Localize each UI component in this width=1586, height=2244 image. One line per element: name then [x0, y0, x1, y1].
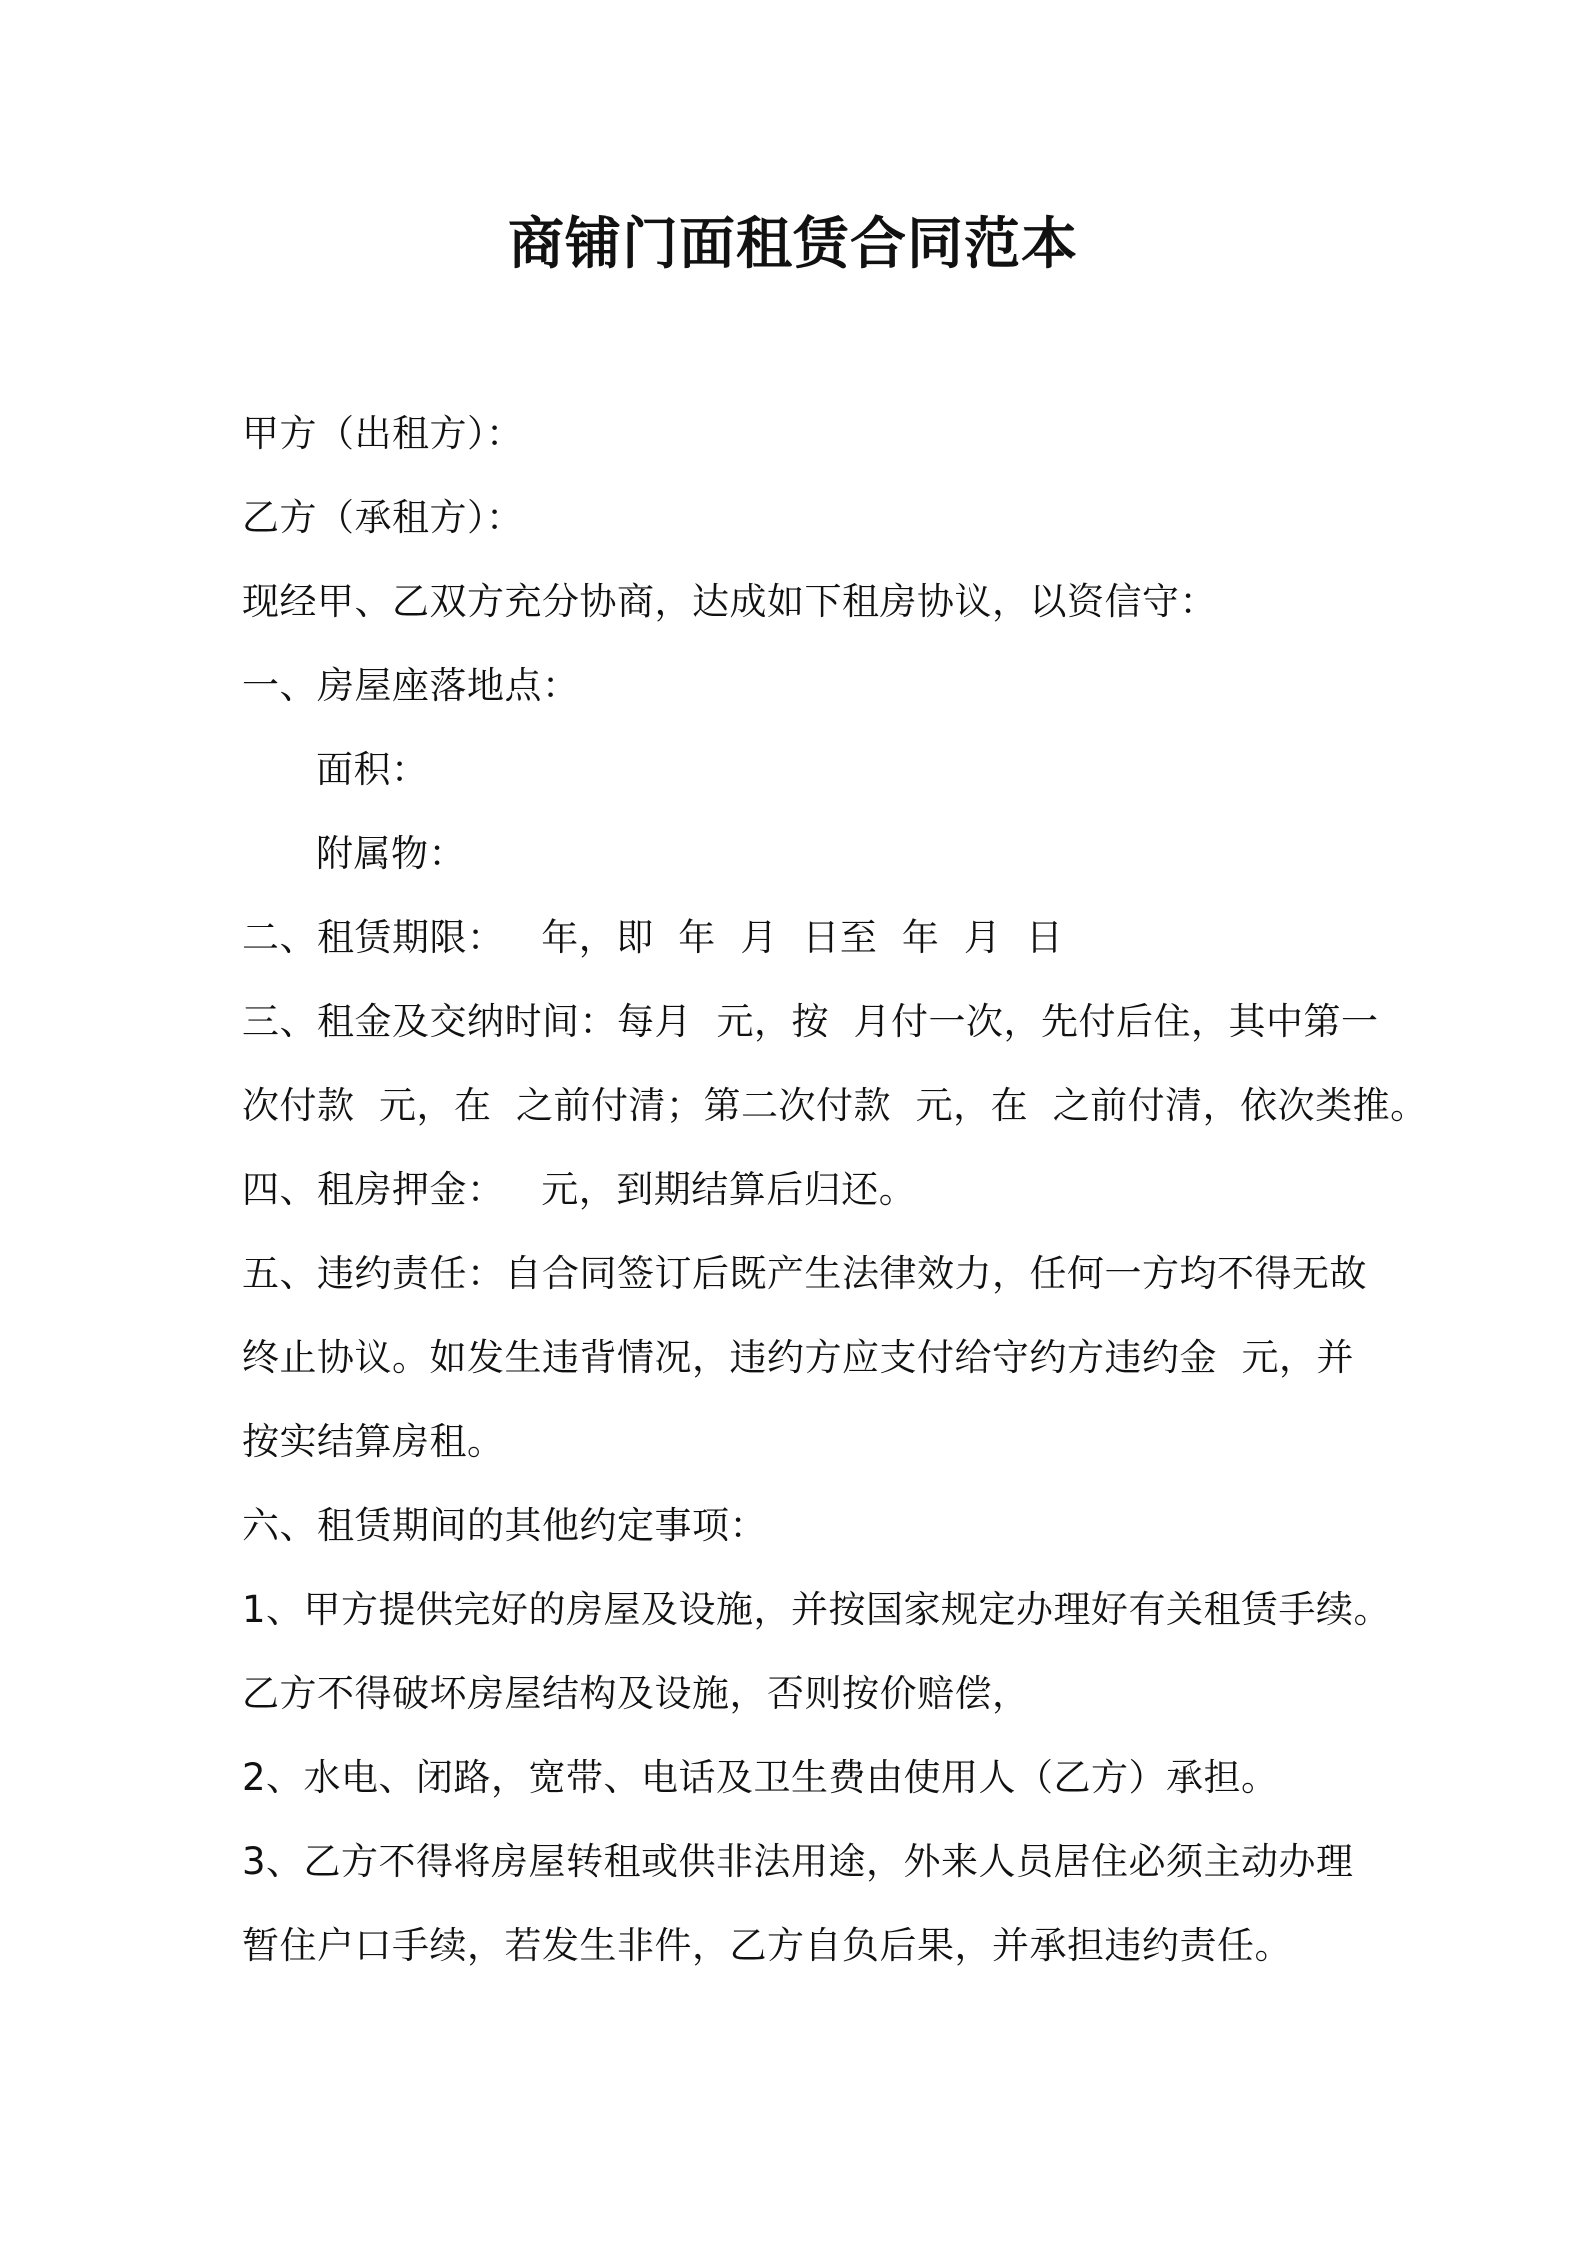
clause-1-area-line: 面积：	[316, 748, 429, 791]
clause-3-rent-line-1: 三、租金及交纳时间：每月 元，按 月付一次，先付后住，其中第一	[242, 1000, 1379, 1043]
agreement-intro-line: 现经甲、乙双方充分协商，达成如下租房协议，以资信守：	[242, 580, 1217, 623]
clause-6-item-1-line-2: 乙方不得破坏房屋结构及设施，否则按价赔偿，	[242, 1672, 1030, 1715]
party-a-line: 甲方（出租方）：	[242, 412, 524, 455]
clause-5-liability-line-2: 终止协议。如发生违背情况，违约方应支付给守约方违约金 元，并	[242, 1336, 1355, 1379]
party-b-line: 乙方（承租方）：	[242, 496, 524, 539]
clause-3-rent-line-2: 次付款 元，在 之前付清；第二次付款 元，在 之前付清，依次类推。	[242, 1084, 1428, 1127]
clause-6-heading-line: 六、租赁期间的其他约定事项：	[242, 1504, 767, 1547]
clause-1-location-line: 一、房屋座落地点：	[242, 664, 580, 707]
clause-6-item-1-line-1: 1、甲方提供完好的房屋及设施，并按国家规定办理好有关租赁手续。	[242, 1588, 1392, 1631]
clause-1-attachments-line: 附属物：	[316, 832, 466, 875]
clause-6-item-2-line: 2、水电、闭路，宽带、电话及卫生费由使用人（乙方）承担。	[242, 1756, 1279, 1799]
contract-title: 商铺门面租赁合同范本	[508, 212, 1078, 277]
clause-2-term-line: 二、租赁期限： 年，即 年 月 日至 年 月 日	[242, 916, 1064, 959]
clause-5-liability-line-3: 按实结算房租。	[242, 1420, 505, 1463]
clause-6-item-3-line-2: 暂住户口手续，若发生非件，乙方自负后果，并承担违约责任。	[242, 1924, 1292, 1967]
clause-6-item-3-line-1: 3、乙方不得将房屋转租或供非法用途，外来人员居住必须主动办理	[242, 1840, 1354, 1883]
clause-5-liability-line-1: 五、违约责任：自合同签订后既产生法律效力，任何一方均不得无故	[242, 1252, 1367, 1295]
clause-4-deposit-line: 四、租房押金： 元，到期结算后归还。	[242, 1168, 917, 1211]
